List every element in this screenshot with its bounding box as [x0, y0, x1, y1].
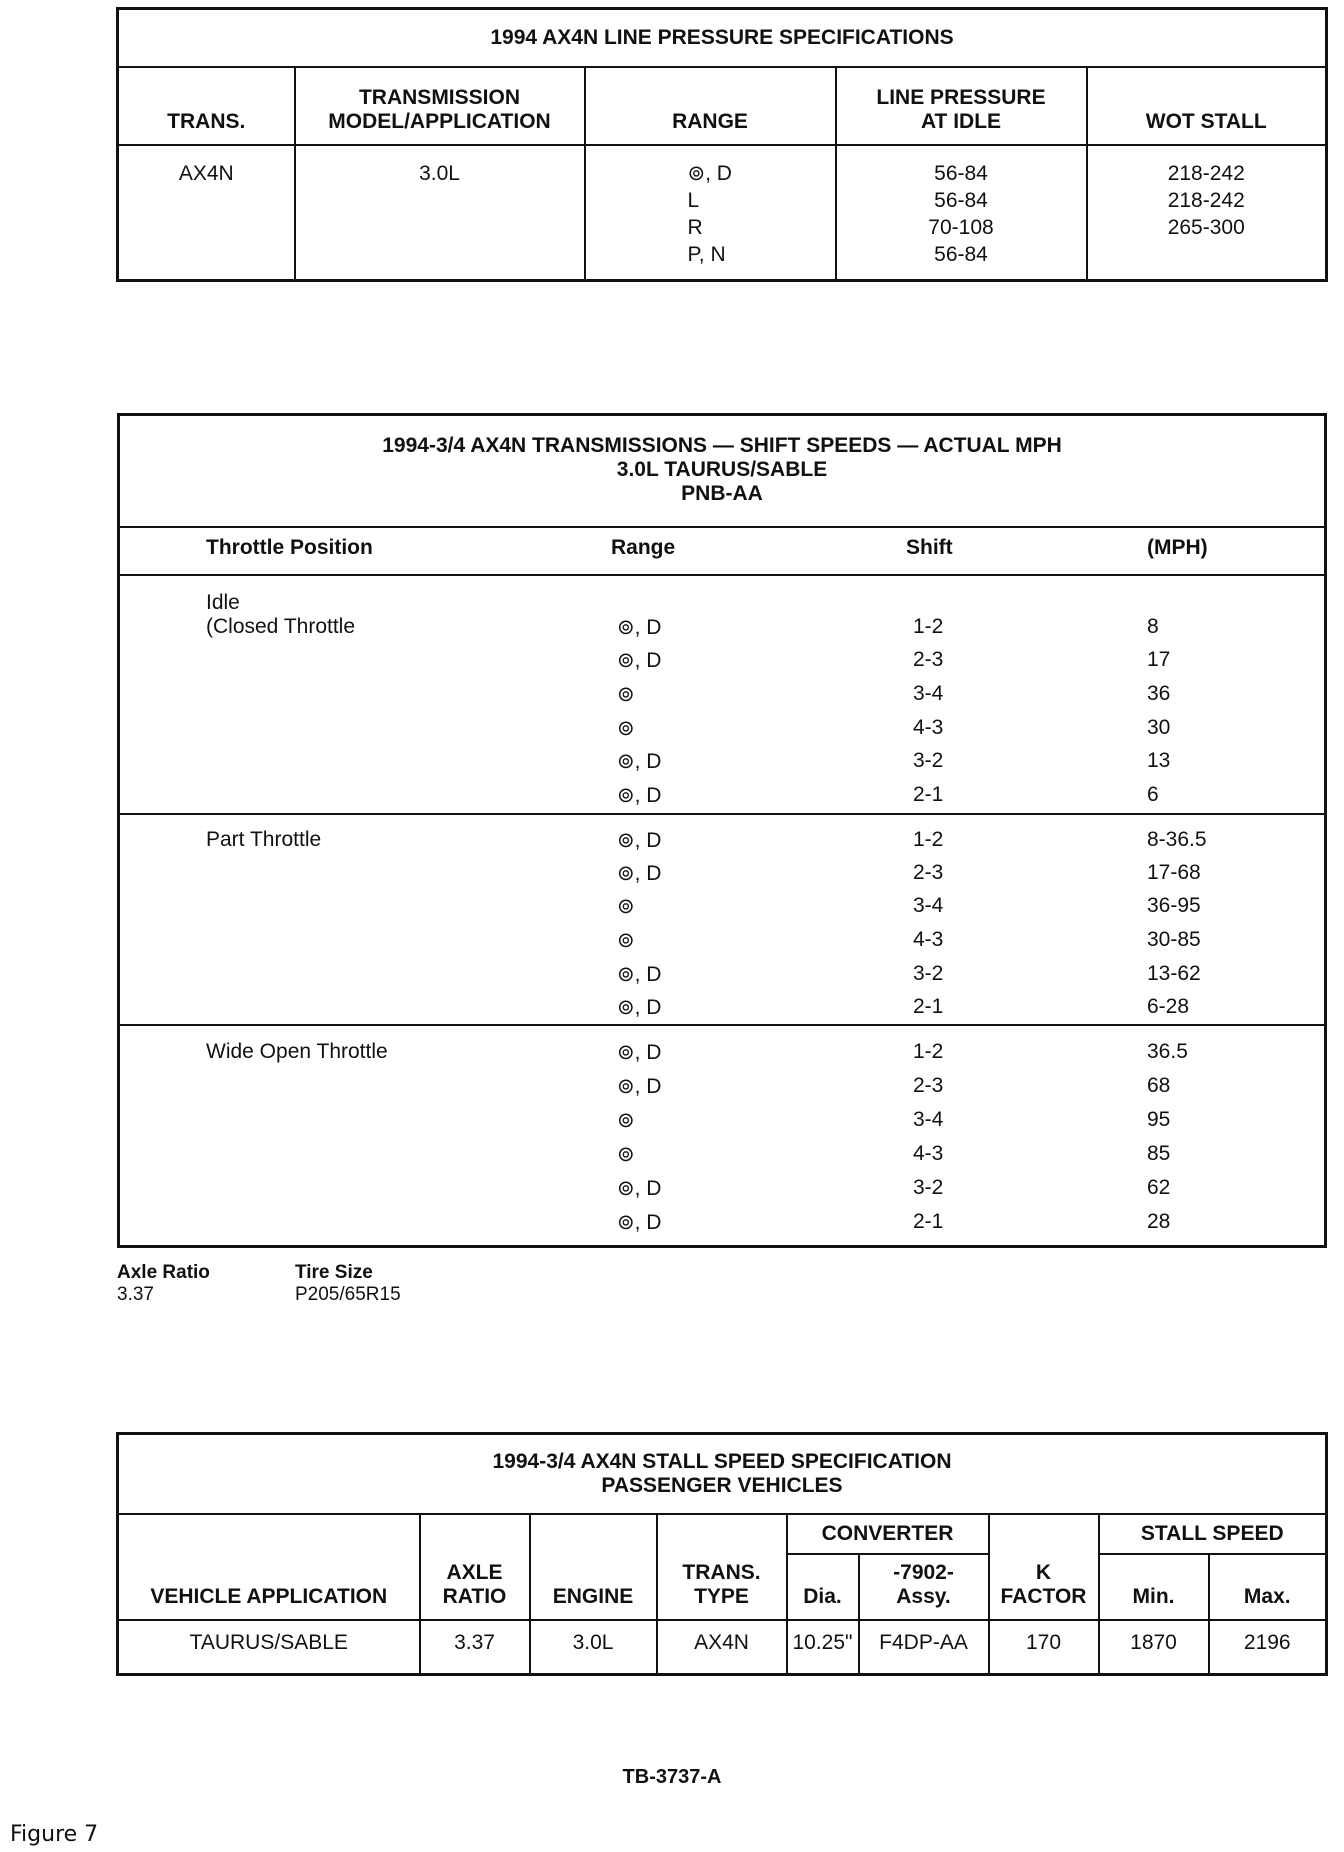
cell-trans: AX4N: [657, 1620, 787, 1675]
throttle-label-line1: Idle: [206, 591, 240, 614]
header-assy-line1: -7902-: [893, 1560, 954, 1584]
tire-size-label: Tire Size: [295, 1262, 373, 1283]
mph-cell: 28: [1147, 1210, 1171, 1233]
header-stall-speed: STALL SPEED: [1099, 1514, 1327, 1554]
range-cell: ⊚, D: [617, 1075, 662, 1098]
header-max: Max.: [1209, 1554, 1327, 1620]
cell-ranges: [585, 145, 836, 281]
header-dia: Dia.: [787, 1554, 859, 1620]
shift-title-line1: 1994-3/4 AX4N TRANSMISSIONS — SHIFT SPEEDS — ACTUAL MPH: [382, 434, 1062, 457]
mph-cell: 36-95: [1147, 894, 1201, 917]
line-pressure-table: [116, 7, 1328, 282]
mph-cell: 13-62: [1147, 962, 1201, 985]
shift-cell: 3-4: [913, 1108, 944, 1131]
range-value: P, N: [687, 242, 726, 266]
mph-cell: 68: [1147, 1074, 1171, 1097]
tire-size-note: [295, 1262, 495, 1306]
axle-ratio-value: 3.37: [117, 1284, 154, 1305]
table-row: [120, 861, 1324, 891]
shift-cell: 1-2: [913, 828, 944, 851]
shift-cell: 2-3: [913, 1074, 944, 1097]
range-cell: ⊚, D: [617, 1041, 662, 1064]
cell-assy: F4DP-AA: [859, 1620, 989, 1675]
shift-cell: 1-2: [913, 615, 944, 638]
line-pressure-title: 1994 AX4N LINE PRESSURE SPECIFICATIONS: [118, 9, 1327, 67]
header-assy-line2: Assy.: [896, 1584, 951, 1608]
throttle-label-line1: Part Throttle: [206, 828, 322, 851]
cell-vehicle: TAURUS/SABLE: [118, 1620, 420, 1675]
mph-cell: 13: [1147, 749, 1171, 772]
table-row: [120, 962, 1324, 992]
pressure-value: 56-84: [934, 161, 988, 185]
table-row: [120, 928, 1324, 958]
header-trans-type: [657, 1514, 787, 1620]
range-value: ⊚, D: [687, 161, 732, 185]
range-cell: ⊚: [617, 1109, 635, 1132]
header-mph: (MPH): [1147, 536, 1208, 559]
table-row: [120, 716, 1324, 746]
tire-size-value: P205/65R15: [295, 1284, 401, 1305]
pressure-value: 56-84: [934, 242, 988, 266]
range-cell: ⊚: [617, 1143, 635, 1166]
header-trans-line1: TRANS.: [682, 1560, 761, 1584]
header-converter: CONVERTER: [787, 1514, 989, 1554]
cell-min: 1870: [1099, 1620, 1209, 1675]
header-k-factor: [989, 1514, 1099, 1620]
cell-model: 3.0L: [295, 145, 585, 281]
header-range: Range: [611, 536, 676, 559]
shift-cell: 4-3: [913, 716, 944, 739]
shift-cell: 3-2: [913, 962, 944, 985]
throttle-label-line2: (Closed Throttle: [206, 615, 356, 638]
header-assy: [859, 1554, 989, 1620]
shift-cell: 3-2: [913, 749, 944, 772]
stall-speed-table: [116, 1432, 1328, 1676]
header-model-line1: TRANSMISSION: [358, 85, 520, 109]
header-line-pressure: [836, 67, 1087, 145]
mph-cell: 17: [1147, 648, 1171, 671]
range-cell: ⊚, D: [617, 649, 662, 672]
table-row: [120, 1040, 1324, 1070]
range-cell: ⊚, D: [617, 1211, 662, 1234]
header-shift: Shift: [906, 536, 953, 559]
range-cell: ⊚: [617, 929, 635, 952]
table-row: [120, 682, 1324, 712]
figure-label: Figure 7: [10, 1822, 99, 1847]
header-throttle: Throttle Position: [206, 536, 373, 559]
divider: [120, 574, 1324, 576]
table-row: [120, 1176, 1324, 1206]
divider: [120, 1024, 1324, 1026]
mph-cell: 62: [1147, 1176, 1171, 1199]
shift-cell: 2-3: [913, 861, 944, 884]
range-cell: ⊚, D: [617, 996, 662, 1019]
shift-speeds-table: [117, 413, 1327, 1248]
header-k-line1: K: [1035, 1560, 1052, 1584]
range-cell: ⊚: [617, 683, 635, 706]
table-row: [120, 1074, 1324, 1104]
cell-trans: AX4N: [118, 145, 295, 281]
header-engine: ENGINE: [530, 1514, 657, 1620]
axle-ratio-note: [117, 1262, 317, 1306]
mph-cell: 6: [1147, 783, 1159, 806]
stall-title-line2: PASSENGER VEHICLES: [601, 1473, 843, 1497]
range-value: R: [687, 215, 703, 239]
divider: [120, 813, 1324, 815]
shift-cell: 3-4: [913, 894, 944, 917]
pressure-value: 56-84: [934, 188, 988, 212]
table-row: [120, 648, 1324, 678]
header-axle-ratio: [420, 1514, 530, 1620]
range-cell: ⊚, D: [617, 1177, 662, 1200]
mph-cell: 95: [1147, 1108, 1171, 1131]
header-wot-stall: WOT STALL: [1087, 67, 1327, 145]
mph-cell: 36: [1147, 682, 1171, 705]
header-axle-line1: AXLE: [446, 1560, 503, 1584]
header-lp-line1: LINE PRESSURE: [876, 85, 1046, 109]
mph-cell: 8-36.5: [1147, 828, 1207, 851]
range-cell: ⊚, D: [617, 750, 662, 773]
range-cell: ⊚, D: [617, 963, 662, 986]
cell-wot: [1087, 145, 1327, 281]
table-row: [120, 1108, 1324, 1138]
range-cell: ⊚: [617, 717, 635, 740]
shift-cell: 2-1: [913, 1210, 944, 1233]
range-cell: ⊚, D: [617, 616, 662, 639]
header-model: [295, 67, 585, 145]
shift-cell: 2-1: [913, 783, 944, 806]
stall-title-line1: 1994-3/4 AX4N STALL SPEED SPECIFICATION: [492, 1449, 952, 1473]
cell-k-factor: 170: [989, 1620, 1099, 1675]
range-cell: ⊚: [617, 895, 635, 918]
shift-speeds-title: [120, 434, 1324, 506]
divider: [120, 526, 1324, 528]
cell-max: 2196: [1209, 1620, 1327, 1675]
header-lp-line2: AT IDLE: [920, 109, 1002, 133]
wot-value: 265-300: [1167, 215, 1245, 239]
wot-value: 218-242: [1167, 188, 1245, 212]
header-vehicle-application: VEHICLE APPLICATION: [118, 1514, 420, 1620]
header-axle-line2: RATIO: [442, 1584, 507, 1608]
mph-cell: 36.5: [1147, 1040, 1188, 1063]
shift-cell: 4-3: [913, 1142, 944, 1165]
header-range: RANGE: [585, 67, 836, 145]
axle-ratio-label: Axle Ratio: [117, 1262, 210, 1283]
shift-cell: 1-2: [913, 1040, 944, 1063]
shift-title-line2: 3.0L TAURUS/SABLE: [616, 458, 828, 481]
table-row: [120, 1210, 1324, 1240]
shift-cell: 3-4: [913, 682, 944, 705]
throttle-label-line1: Wide Open Throttle: [206, 1040, 388, 1063]
table-row: [120, 828, 1324, 858]
wot-value: 218-242: [1167, 161, 1245, 185]
mph-cell: 30: [1147, 716, 1171, 739]
cell-pressures: [836, 145, 1087, 281]
header-model-line2: MODEL/APPLICATION: [328, 109, 551, 133]
mph-cell: 17-68: [1147, 861, 1201, 884]
range-cell: ⊚, D: [617, 862, 662, 885]
mph-cell: 30-85: [1147, 928, 1201, 951]
shift-title-line3: PNB-AA: [681, 482, 763, 505]
header-k-line2: FACTOR: [1000, 1584, 1087, 1608]
header-min: Min.: [1099, 1554, 1209, 1620]
shift-cell: 4-3: [913, 928, 944, 951]
table-row: [120, 1142, 1324, 1172]
table-row: [120, 615, 1324, 645]
mph-cell: 6-28: [1147, 995, 1190, 1018]
cell-engine: 3.0L: [530, 1620, 657, 1675]
table-row: [120, 894, 1324, 924]
table-row: [120, 995, 1324, 1025]
shift-cell: 2-3: [913, 648, 944, 671]
shift-cell: 2-1: [913, 995, 944, 1018]
table-row: [120, 749, 1324, 779]
cell-axle: 3.37: [420, 1620, 530, 1675]
mph-cell: 85: [1147, 1142, 1171, 1165]
header-trans: TRANS.: [118, 67, 295, 145]
shift-cell: 3-2: [913, 1176, 944, 1199]
range-cell: ⊚, D: [617, 784, 662, 807]
stall-speed-title: [118, 1434, 1327, 1514]
document-code: TB-3737-A: [622, 1766, 722, 1788]
mph-cell: 8: [1147, 615, 1159, 638]
range-cell: ⊚, D: [617, 829, 662, 852]
header-trans-line2: TYPE: [694, 1584, 749, 1608]
pressure-value: 70-108: [928, 215, 994, 239]
cell-dia: 10.25": [787, 1620, 859, 1675]
range-value: L: [687, 188, 700, 212]
table-row: [120, 783, 1324, 813]
